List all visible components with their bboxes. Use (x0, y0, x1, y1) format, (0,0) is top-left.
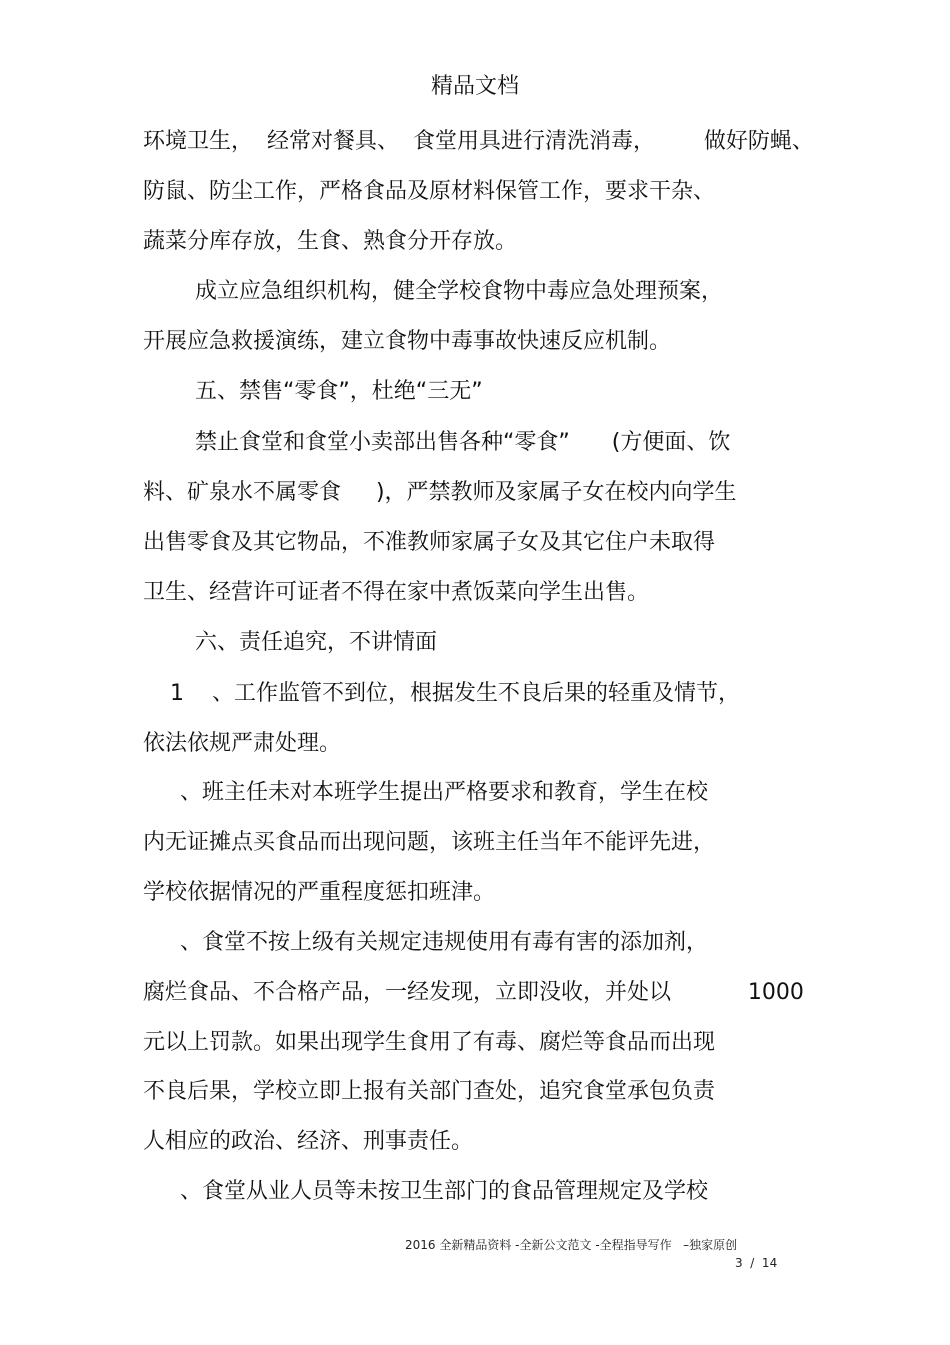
body-line: 内无证摊点买食品而出现问题，该班主任当年不能评先进， (143, 830, 716, 855)
body-line: 环境卫生， 经常对餐具、 食堂用具进行清洗消毒， 做好防蝇、 (143, 129, 814, 154)
body-line: 防鼠、防尘工作，严格食品及原材料保管工作，要求干杂、 (143, 179, 716, 204)
body-line: 蔬菜分库存放，生食、熟食分开存放。 (143, 229, 518, 254)
body-line: 人相应的政治、经济、刑事责任。 (143, 1129, 474, 1154)
body-line: 腐烂食品、不合格产品，一经发现，立即没收，并处以 1000 (143, 980, 804, 1005)
body-line: 1 、工作监管不到位，根据发生不良后果的轻重及情节， (170, 681, 740, 706)
page-header-title: 精品文档 (430, 74, 519, 99)
body-line: 卫生、经营许可证者不得在家中煮饭菜向学生出售。 (143, 580, 650, 605)
body-line: 、班主任未对本班学生提出严格要求和教育，学生在校 (180, 780, 709, 805)
body-line: 禁止食堂和食堂小卖部出售各种“零食” (方便面、饮 (195, 430, 731, 455)
body-line: 学校依据情况的严重程度惩扣班津。 (143, 880, 496, 905)
body-line: 料、矿泉水不属零食 )，严禁教师及家属子女在校内向学生 (143, 480, 737, 505)
body-line: 不良后果，学校立即上报有关部门查处，追究食堂承包负责 (143, 1079, 716, 1104)
body-line: 出售零食及其它物品，不准教师家属子女及其它住户未取得 (143, 530, 716, 555)
page-number: 3 / 14 (735, 1256, 778, 1270)
footer-text: 2016 全新精品资料 -全新公文范文 -全程指导写作 –独家原创 (405, 1238, 738, 1252)
body-line: 成立应急组织机构，健全学校食物中毒应急处理预案， (195, 279, 724, 304)
body-line: 、食堂从业人员等未按卫生部门的食品管理规定及学校 (180, 1179, 709, 1204)
body-line: 开展应急救援演练，建立食物中毒事故快速反应机制。 (143, 329, 672, 354)
section-heading: 六、责任追究，不讲情面 (195, 630, 438, 655)
body-line: 、食堂不按上级有关规定违规使用有毒有害的添加剂， (180, 930, 709, 955)
section-heading: 五、禁售“零食”，杜绝“三无” (195, 379, 483, 404)
body-line: 依法依规严肃处理。 (143, 731, 342, 756)
body-line: 元以上罚款。如果出现学生食用了有毒、腐烂等食品而出现 (143, 1030, 716, 1055)
